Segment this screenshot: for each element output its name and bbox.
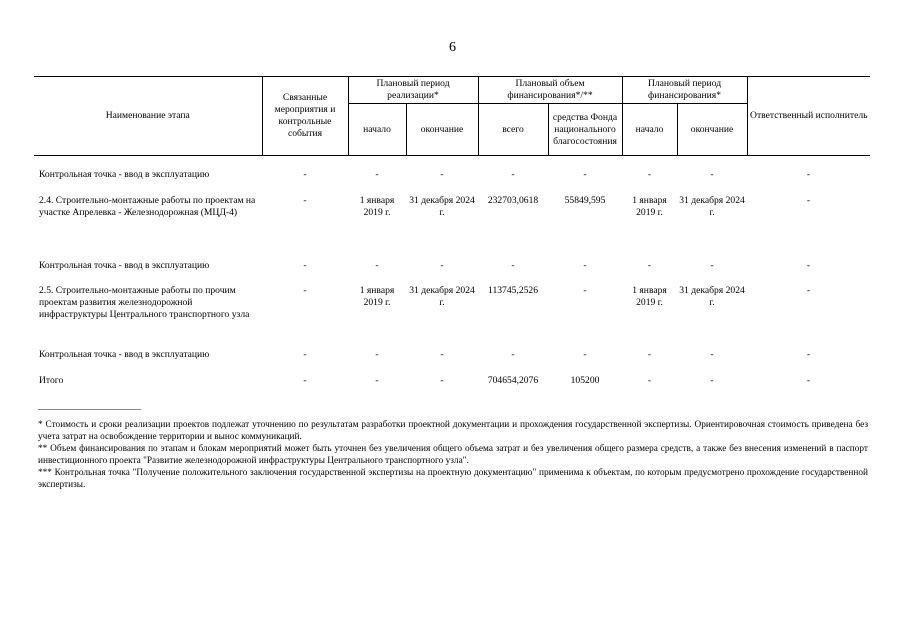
cell-responsible: -	[806, 194, 811, 206]
header-related-events: Связанные мероприятия и контрольные события	[262, 77, 348, 156]
cell-impl-start: -	[375, 259, 379, 271]
cell-impl-end: 31 декабря 2024 г.	[409, 194, 475, 218]
header-financing-period: Плановый период финансирования*	[622, 77, 747, 104]
table-row	[34, 195, 870, 260]
cell-responsible: -	[806, 168, 811, 180]
cell-impl-start: -	[375, 168, 379, 180]
cell-fin-end: -	[710, 168, 714, 180]
cell-impl-end: 31 декабря 2024 г.	[409, 284, 475, 308]
cell-responsible: -	[806, 284, 811, 296]
cell-responsible: -	[806, 348, 811, 360]
cell-stage-name: Контрольная точка - ввод в эксплуатацию	[39, 168, 210, 180]
cell-related: -	[303, 168, 307, 180]
implementation-schedule-table	[34, 76, 870, 391]
footnote-3: *** Контрольная точка "Получение положительного заключения государственной экспертизы на проектную документацию" применима к объектам, по которым предусмотрено прохождение государственной экспертизы.	[38, 468, 868, 490]
table-row-total	[34, 375, 870, 391]
cell-fin-end: 31 декабря 2024 г.	[679, 284, 745, 308]
cell-stage-name: Итого	[39, 374, 64, 386]
cell-fin-end: 31 декабря 2024 г.	[679, 194, 745, 218]
cell-impl-start: 1 января 2019 г.	[359, 284, 395, 308]
footnote-1: * Стоимость и сроки реализации проектов подлежат уточнению по результатам разработки проектной документации и прохождения государственной экспертизы. Ориентировочная стоимость приведена без учета затрат на освобождение территории и вынос коммуникаций.	[38, 420, 868, 442]
table-row	[34, 169, 870, 195]
cell-impl-end: -	[440, 374, 444, 386]
header-fin-start: начало	[622, 104, 677, 156]
header-impl-start: начало	[348, 104, 406, 156]
cell-total: -	[511, 259, 515, 271]
footnote-2: ** Объем финансирования по этапам и блокам мероприятий может быть уточнен без увеличения общего объема затрат и без увеличения общего размера средств, а также без внесения изменений в паспорт инвестиционного проекта "Развитие железнодорожной инфраструктуры Центрального транспортного узла".	[38, 444, 868, 466]
cell-fin-start: -	[647, 374, 652, 386]
cell-fin-end: -	[710, 348, 714, 360]
cell-fin-end: -	[710, 374, 714, 386]
cell-responsible: -	[806, 259, 811, 271]
footnote-separator	[38, 409, 141, 410]
cell-fin-start: -	[647, 259, 652, 271]
footnotes	[38, 419, 868, 491]
page-number: 6	[449, 40, 456, 55]
cell-total: -	[511, 168, 515, 180]
cell-nwf: -	[583, 348, 587, 360]
table-row	[34, 349, 870, 375]
table-row	[34, 260, 870, 285]
cell-related: -	[303, 259, 307, 271]
cell-fin-end: -	[710, 259, 714, 271]
cell-total: 704654,2076	[487, 374, 539, 386]
header-responsible: Ответственный исполнитель	[747, 77, 870, 156]
cell-related: -	[303, 348, 307, 360]
cell-nwf: -	[583, 168, 587, 180]
cell-nwf: 105200	[570, 374, 600, 386]
cell-total: -	[511, 348, 515, 360]
cell-related: -	[303, 194, 307, 206]
cell-fin-start: 1 января 2019 г.	[632, 284, 667, 308]
cell-impl-start: -	[375, 348, 379, 360]
cell-fin-start: 1 января 2019 г.	[632, 194, 667, 218]
header-fin-end: окончание	[677, 104, 747, 156]
cell-related: -	[303, 374, 307, 386]
cell-stage-name: Контрольная точка - ввод в эксплуатацию	[39, 348, 210, 360]
cell-total: 232703,0618	[487, 194, 539, 206]
cell-responsible: -	[806, 374, 811, 386]
cell-impl-end: -	[440, 348, 444, 360]
cell-stage-name: Контрольная точка - ввод в эксплуатацию	[39, 259, 210, 271]
cell-total: 113745,2526	[488, 284, 539, 296]
cell-stage-name: 2.4. Строительно-монтажные работы по проектам на участке Апрелевка - Железнодорожная (МЦД-4)	[39, 194, 256, 218]
cell-impl-start: -	[375, 374, 379, 386]
cell-nwf: -	[583, 284, 587, 296]
cell-impl-end: -	[440, 168, 444, 180]
cell-fin-start: -	[647, 168, 652, 180]
header-financing-volume: Плановый объем финансирования*/**	[478, 77, 622, 104]
table-row	[34, 285, 870, 349]
cell-nwf: -	[583, 259, 587, 271]
header-nwf-funds: средства Фонда национального благосостояния	[548, 104, 622, 156]
cell-stage-name: 2.5. Строительно-монтажные работы по прочим проектам развития железнодорожной инфраструктуры Центрального транспортного узла	[39, 284, 250, 320]
header-total: всего	[478, 104, 548, 156]
cell-impl-end: -	[440, 259, 444, 271]
cell-nwf: 55849,595	[564, 194, 606, 206]
header-impl-end: окончание	[406, 104, 478, 156]
header-implementation-period: Плановый период реализации*	[348, 77, 478, 104]
cell-impl-start: 1 января 2019 г.	[359, 194, 395, 218]
header-stage-name: Наименование этапа	[34, 77, 262, 156]
cell-related: -	[303, 284, 307, 296]
cell-fin-start: -	[647, 348, 652, 360]
